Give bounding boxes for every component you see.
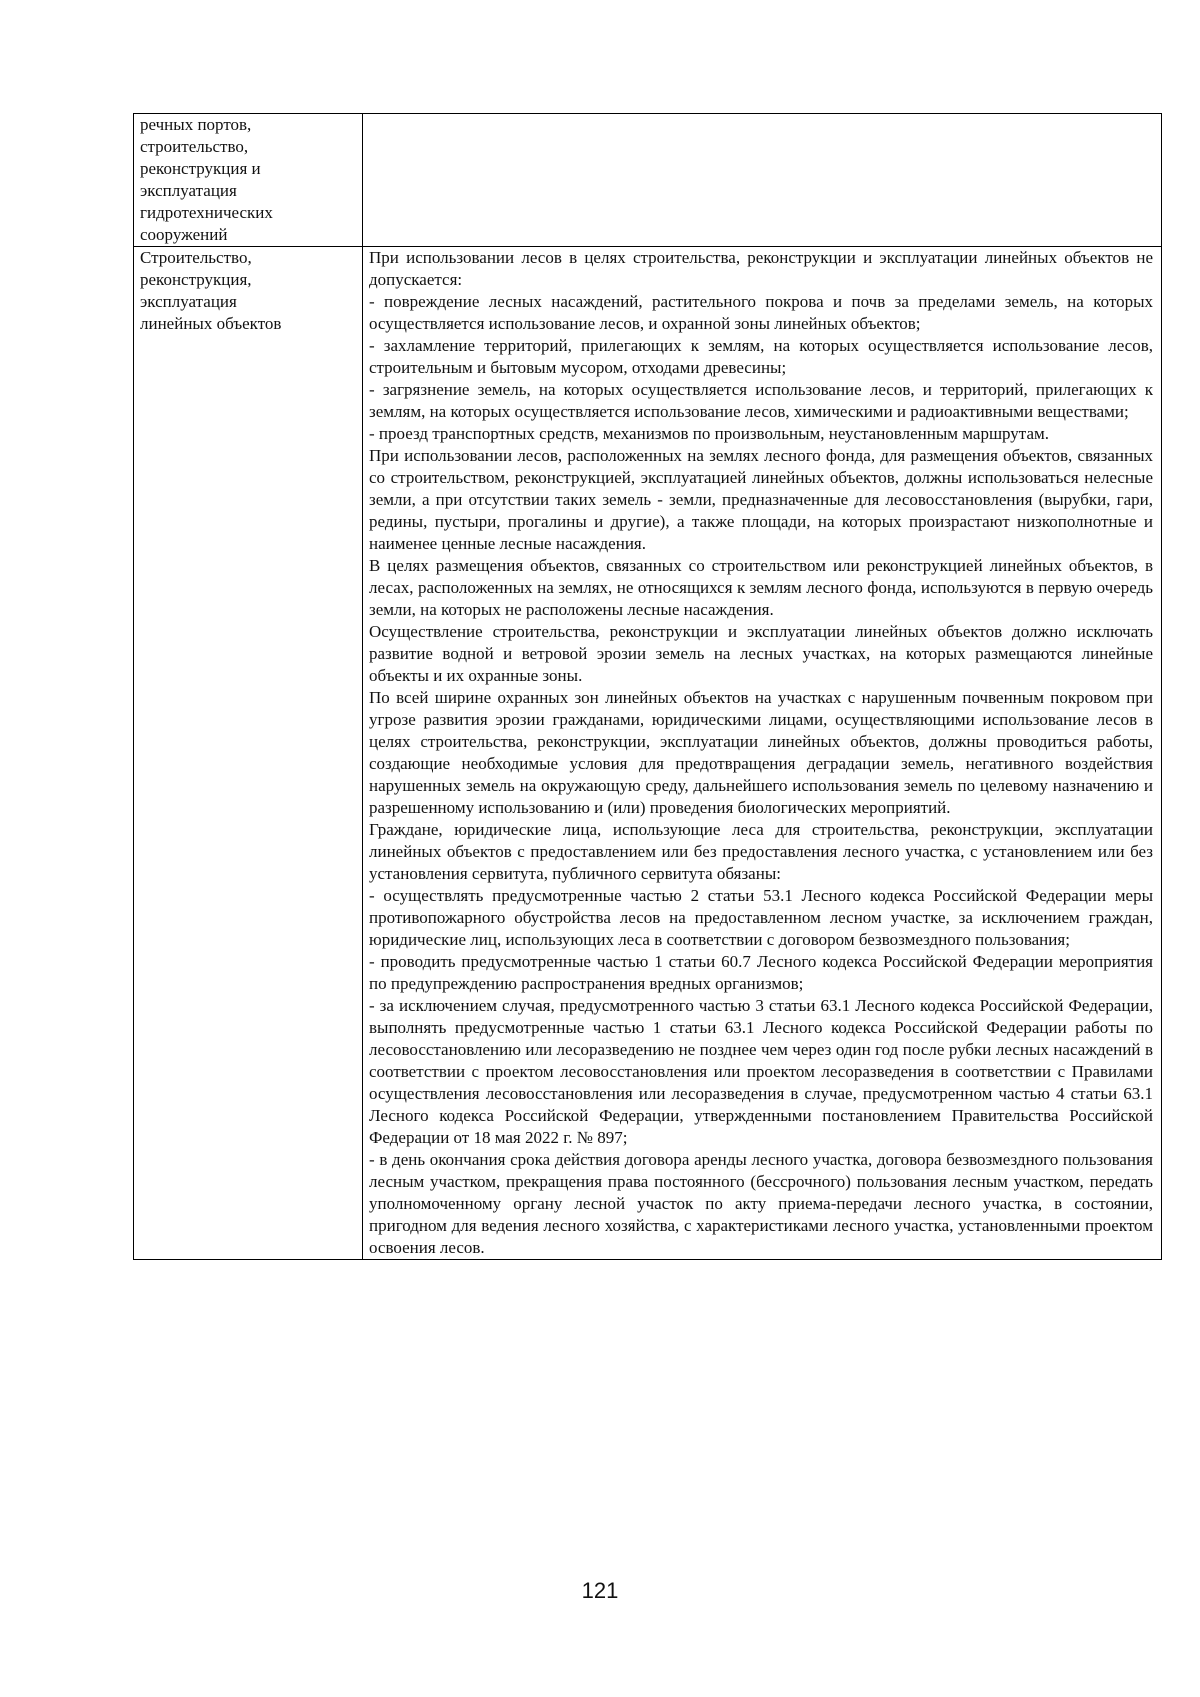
requirements-cell <box>363 114 1162 247</box>
requirements-cell <box>363 247 1162 1260</box>
requirement-paragraph: - за исключением случая, предусмотренного частью 3 статьи 63.1 Лесного кодекса Российской Федерации, выполнять предусмотренные частью 1 статьи 63.1 Лесного кодекса Российской Федерации работы по лесовосстановлению или лесоразведению не позднее чем через один год после рубки лесных насаждений в соответствии с проектом лесовосстановления или проектом лесоразведения в соответствии с Правилами осуществления лесовосстановления или лесоразведения в случае, предусмотренном частью 4 статьи 63.1 Лесного кодекса Российской Федерации, утвержденными постановлением Правительства Российской Федерации от 18 мая 2022 г. № 897; <box>369 996 1153 1147</box>
requirement-paragraph: - в день окончания срока действия договора аренды лесного участка, договора безвозмездного пользования лесным участком, прекращения права постоянного (бессрочного) пользования лесным участком, передать уполномоченному органу лесной участок по акту приема-передачи лесного участка, в состоянии, пригодном для ведения лесного хозяйства, с характеристиками лесного участка, установленными проектом освоения лесов. <box>369 1150 1153 1257</box>
activity-label-line: гидротехнических <box>140 203 273 222</box>
requirement-paragraph: По всей ширине охранных зон линейных объектов на участках с нарушенным почвенным покровом при угрозе развития эрозии гражданами, юридическими лицами, осуществляющими использование лесов в целях строительства, реконструкции, эксплуатации линейных объектов, должны проводиться работы, создающие необходимые условия для предотвращения деградации земель, негативного воздействия нарушенных земель на окружающую среду, дальнейшего использования земель по целевому назначению и разрешенному использованию и (или) проведения биологических мероприятий. <box>369 688 1153 817</box>
requirement-paragraph: Осуществление строительства, реконструкции и эксплуатации линейных объектов должно исключать развитие водной и ветровой эрозии земель на лесных участках, на которых размещаются линейные объекты и их охранные зоны. <box>369 622 1153 685</box>
requirement-paragraph: - захламление территорий, прилегающих к землям, на которых осуществляется использование лесов, строительным и бытовым мусором, отходами древесины; <box>369 336 1153 377</box>
activity-label-line: реконструкция, <box>140 270 252 289</box>
activity-label-line: речных портов, <box>140 115 252 134</box>
requirement-paragraph: В целях размещения объектов, связанных со строительством или реконструкцией линейных объектов, в лесах, расположенных на землях, не относящихся к землям лесного фонда, используются в первую очередь земли, на которых не расположены лесные насаждения. <box>369 556 1153 619</box>
requirement-paragraph: При использовании лесов, расположенных на землях лесного фонда, для размещения объектов, связанных со строительством, реконструкцией, эксплуатацией линейных объектов, должны использоваться нелесные земли, а при отсутствии таких земель - земли, предназначенные для лесовосстановления (вырубки, гари, редины, пустыри, прогалины и другие), а также площади, на которых произрастают низкополнотные и наименее ценные лесные насаждения. <box>369 446 1153 553</box>
requirement-paragraph: Граждане, юридические лица, использующие леса для строительства, реконструкции, эксплуатации линейных объектов с предоставлением или без предоставления лесного участка, с установлением или без установления сервитута, публичного сервитута обязаны: <box>369 820 1153 883</box>
activity-type-cell <box>134 247 363 1260</box>
activity-label-line: реконструкция и <box>140 159 261 178</box>
requirement-paragraph: - загрязнение земель, на которых осуществляется использование лесов, и территорий, прилегающих к землям, на которых осуществляется использование лесов, химическими и радиоактивными веществами; <box>369 380 1153 421</box>
requirement-paragraph: При использовании лесов в целях строительства, реконструкции и эксплуатации линейных объектов не допускается: <box>369 248 1153 289</box>
regulation-table <box>133 113 1162 1260</box>
activity-label-line: эксплуатация <box>140 292 237 311</box>
requirement-paragraph: - осуществлять предусмотренные частью 2 статьи 53.1 Лесного кодекса Российской Федерации меры противопожарного обустройства лесов на предоставленном лесном участке, за исключением граждан, юридические лиц, использующих леса в соответствии с договором безвозмездного пользования; <box>369 886 1153 949</box>
requirement-paragraph: - повреждение лесных насаждений, растительного покрова и почв за пределами земель, на которых осуществляется использование лесов, и охранной зоны линейных объектов; <box>369 292 1153 333</box>
activity-label-line: сооружений <box>140 225 228 244</box>
table-row <box>134 114 1162 247</box>
requirement-paragraph: - проводить предусмотренные частью 1 статьи 60.7 Лесного кодекса Российской Федерации мероприятия по предупреждению распространения вредных организмов; <box>369 952 1153 993</box>
activity-label-line: линейных объектов <box>140 314 282 333</box>
page-number: 121 <box>581 1578 619 1603</box>
activity-label-line: строительство, <box>140 137 249 156</box>
activity-label-line: эксплуатация <box>140 181 237 200</box>
table-row <box>134 247 1162 1260</box>
requirement-paragraph: - проезд транспортных средств, механизмов по произвольным, неустановленным маршрутам. <box>369 424 1049 443</box>
activity-label-line: Строительство, <box>140 248 252 267</box>
activity-type-cell <box>134 114 363 247</box>
